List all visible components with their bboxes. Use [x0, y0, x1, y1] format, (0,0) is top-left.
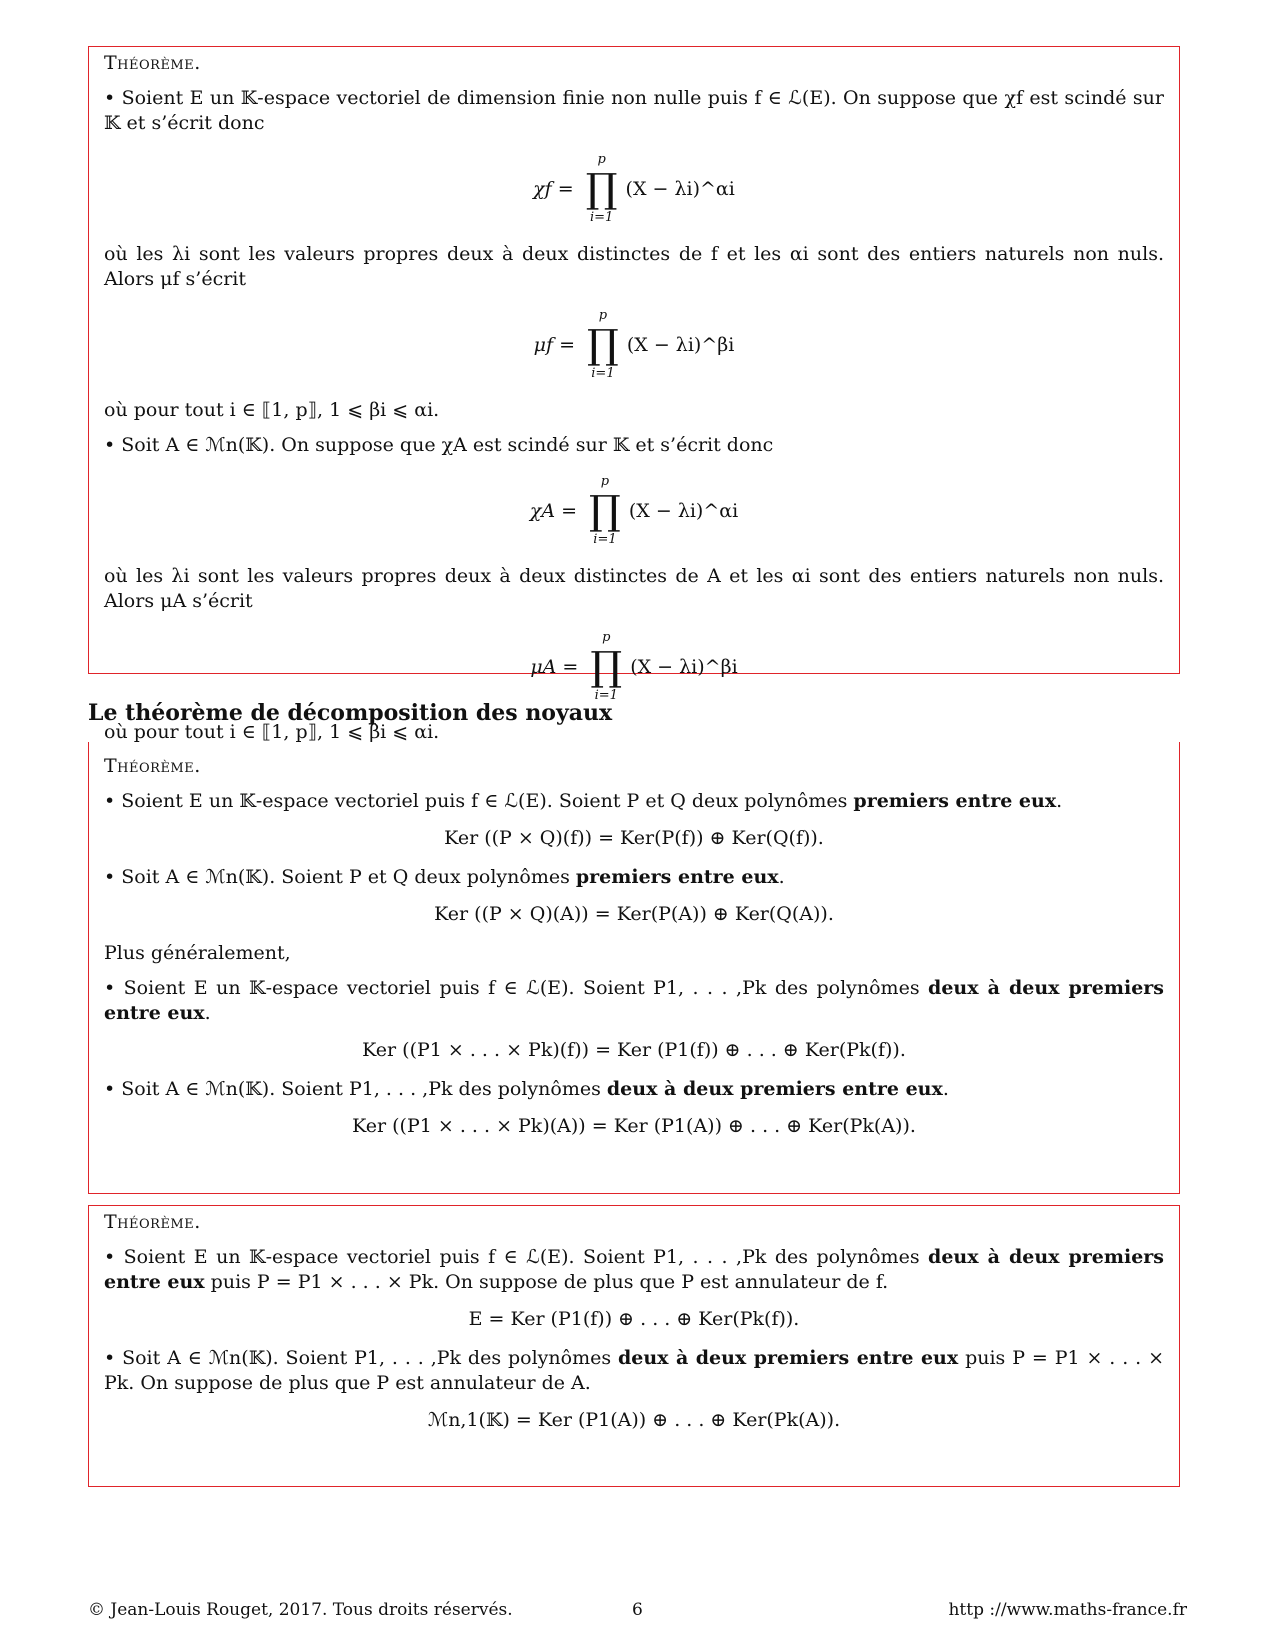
- product-lower-limit: i=1: [591, 366, 615, 381]
- product-upper-limit: p: [597, 152, 606, 167]
- paragraph-text: • Soit A ∈ ℳn(𝕂). Soient P et Q deux polynômes: [104, 866, 576, 888]
- product-symbol: [589, 475, 621, 547]
- bold-text: deux à deux premiers entre eux: [104, 1246, 1165, 1293]
- paragraph-text: .: [1056, 790, 1063, 812]
- equation: Ker ((P1 × . . . × Pk)(A)) = Ker (P1(A)) ⊕ . . . ⊕ Ker(Pk(A)).: [352, 1115, 916, 1137]
- paragraph-text: • Soit A ∈ ℳn(𝕂). Soient P1, . . . ,Pk des polynômes: [104, 1347, 618, 1369]
- product-upper-limit: p: [600, 474, 610, 489]
- equation-lhs: μA =: [530, 655, 579, 678]
- paragraph-text: • Soit A ∈ ℳn(𝕂). Soient P1, . . . ,Pk des polynômes: [104, 1078, 607, 1100]
- section-title: Le théorème de décomposition des noyaux: [88, 700, 613, 726]
- equation-rhs: (X − λi)^αi: [625, 177, 735, 200]
- equation-lhs: χA =: [529, 499, 578, 522]
- bold-text: deux à deux premiers entre eux: [606, 1078, 943, 1100]
- paragraph-text: puis P = P1 × . . . × Pk. On suppose de plus que P est annulateur de f.: [204, 1271, 889, 1293]
- equation-mu-f: [104, 302, 1164, 388]
- bold-text: deux à deux premiers entre eux: [104, 977, 1165, 1024]
- equation-chi-f: [104, 146, 1164, 232]
- paragraph: • Soient E un 𝕂-espace vectoriel de dimension finie non nulle puis f ∈ ℒ(E). On suppose que χf est scindé sur 𝕂 et s’écrit donc: [104, 87, 1164, 134]
- theorem-box-3: [88, 1205, 1180, 1487]
- bold-text: deux à deux premiers entre eux: [617, 1347, 959, 1369]
- equation: Ker ((P × Q)(f)) = Ker(P(f)) ⊕ Ker(Q(f)).: [444, 827, 824, 849]
- theorem-title: Théorème.: [104, 52, 201, 74]
- equation: Ker ((P × Q)(A)) = Ker(P(A)) ⊕ Ker(Q(A)).: [434, 903, 834, 925]
- equation-lhs: μf =: [533, 333, 576, 356]
- paragraph: [104, 865, 1164, 890]
- product-upper-limit: p: [602, 630, 611, 645]
- paragraph-text: • Soient E un 𝕂-espace vectoriel puis f ∈ ℒ(E). Soient P1, . . . ,Pk des polynômes: [104, 1246, 929, 1268]
- equation-lhs: χf =: [533, 177, 574, 200]
- paragraph: [104, 1346, 1164, 1396]
- paragraph: • Soit A ∈ ℳn(𝕂). On suppose que χA est scindé sur 𝕂 et s’écrit donc: [104, 434, 774, 456]
- paragraph: [104, 976, 1164, 1026]
- footer-url[interactable]: http ://www.maths-france.fr: [948, 1600, 1187, 1620]
- bold-text: premiers entre eux: [853, 790, 1057, 812]
- equation: E = Ker (P1(f)) ⊕ . . . ⊕ Ker(Pk(f)).: [468, 1308, 800, 1330]
- product-sign: ∏: [587, 322, 619, 368]
- product-lower-limit: i=1: [589, 210, 614, 225]
- footer-copyright: © Jean-Louis Rouget, 2017. Tous droits réservés.: [88, 1600, 513, 1620]
- footer-page-number: 6: [632, 1600, 643, 1620]
- paragraph-text: puis P = P1 × . . . × Pk. On suppose de plus que P est annulateur de A.: [104, 1347, 1164, 1394]
- product-lower-limit: i=1: [593, 532, 617, 547]
- paragraph-text: • Soient E un 𝕂-espace vectoriel puis f ∈ ℒ(E). Soient P et Q deux polynômes: [104, 790, 854, 812]
- paragraph: où pour tout i ∈ ⟦1, p⟧, 1 ⩽ βi ⩽ αi.: [104, 721, 440, 743]
- product-sign: ∏: [589, 488, 621, 534]
- paragraph: [104, 1245, 1164, 1295]
- theorem-box-2: [88, 742, 1180, 1194]
- theorem-title: Théorème.: [104, 755, 201, 777]
- paragraph-text: .: [942, 1078, 949, 1100]
- paragraph: Plus généralement,: [104, 942, 291, 964]
- product-symbol: [590, 631, 622, 703]
- product-symbol: [586, 153, 618, 225]
- equation-rhs: (X − λi)^αi: [628, 499, 739, 522]
- product-upper-limit: p: [598, 308, 608, 323]
- equation: ℳn,1(𝕂) = Ker (P1(A)) ⊕ . . . ⊕ Ker(Pk(A)).: [427, 1409, 841, 1431]
- theorem-title: Théorème.: [104, 1211, 201, 1233]
- product-lower-limit: i=1: [594, 688, 618, 703]
- product-sign: ∏: [590, 644, 623, 690]
- paragraph: où les λi sont les valeurs propres deux à deux distinctes de A et les αi sont des entiers naturels non nuls. Alors μA s’écrit: [104, 565, 1164, 612]
- equation-chi-a: [104, 468, 1164, 554]
- product-symbol: [587, 309, 619, 381]
- equation-rhs: (X − λi)^βi: [630, 655, 738, 678]
- product-sign: ∏: [585, 166, 618, 212]
- equation-rhs: (X − λi)^βi: [626, 333, 735, 356]
- paragraph-text: .: [204, 1002, 211, 1024]
- paragraph-text: • Soient E un 𝕂-espace vectoriel puis f ∈ ℒ(E). Soient P1, . . . ,Pk des polynômes: [104, 977, 929, 999]
- equation-mu-a: [104, 624, 1164, 710]
- paragraph: [104, 1077, 1164, 1102]
- equation: Ker ((P1 × . . . × Pk)(f)) = Ker (P1(f)) ⊕ . . . ⊕ Ker(Pk(f)).: [362, 1039, 906, 1061]
- bold-text: premiers entre eux: [575, 866, 779, 888]
- paragraph: où les λi sont les valeurs propres deux à deux distinctes de f et les αi sont des entiers naturels non nuls. Alors μf s’écrit: [104, 243, 1164, 290]
- paragraph: où pour tout i ∈ ⟦1, p⟧, 1 ⩽ βi ⩽ αi.: [104, 399, 440, 421]
- paragraph: [104, 789, 1164, 814]
- paragraph-text: .: [778, 866, 785, 888]
